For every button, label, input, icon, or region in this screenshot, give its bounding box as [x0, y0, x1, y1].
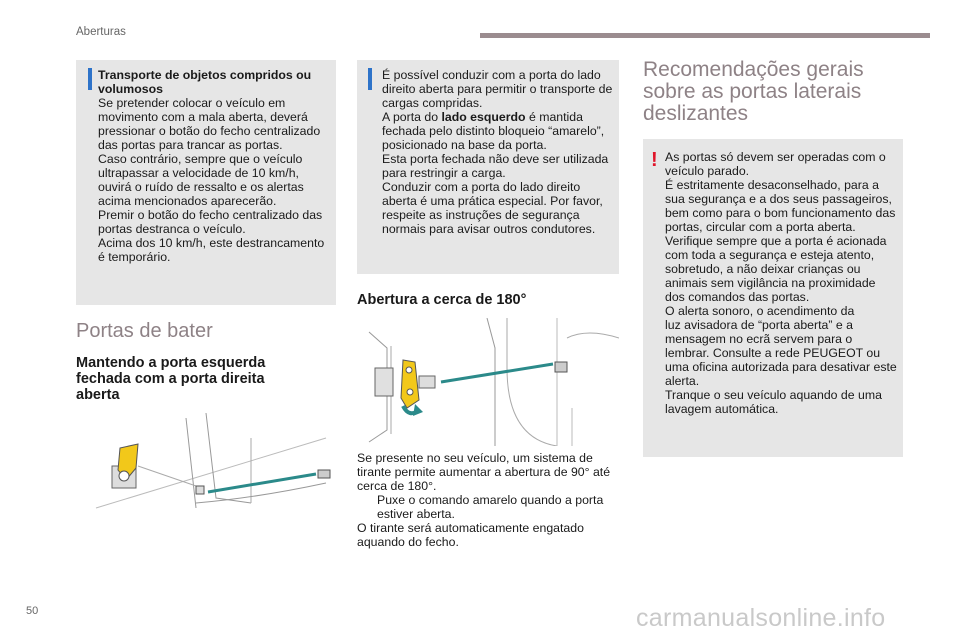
title-line: Recomendações gerais — [643, 58, 864, 81]
subsection-title-180-opening: Abertura a cerca de 180° — [357, 292, 527, 308]
info-line: Esta porta fechada não deve ser utilizada — [382, 152, 609, 166]
body-line: cerca de 180°. — [357, 479, 437, 493]
section-label: Aberturas — [76, 26, 126, 38]
warning-line: É estritamente desaconselhado, para a — [665, 178, 879, 192]
info-line: cargas compridas. — [382, 96, 483, 110]
title-sliding-doors — [643, 59, 913, 125]
text-run: A porta do — [382, 110, 442, 124]
warning-line: sua segurança e a dos seus passageiros, — [665, 192, 892, 206]
info-line: Conduzir com a porta do lado direito — [382, 180, 581, 194]
info-line: acima mencionados aparecerão. — [98, 194, 277, 208]
warning-line: As portas só devem ser operadas com o — [665, 150, 886, 164]
info-line: fechada pelo distinto bloqueio “amarelo”, — [382, 124, 605, 138]
info-line: posicionado na base da porta. — [382, 138, 547, 152]
info-icon — [88, 68, 92, 90]
info-line: Acima dos 10 km/h, este destrancamento — [98, 236, 325, 250]
info-line: Se pretender colocar o veículo em — [98, 96, 286, 110]
info-box-text — [382, 68, 618, 236]
info-box-title: Transporte de objetos compridos ou volumosos — [98, 68, 312, 96]
warning-icon: ! — [651, 149, 658, 171]
info-box-text — [98, 68, 330, 264]
header-bar — [480, 33, 930, 38]
info-line: Caso contrário, sempre que o veículo — [98, 152, 303, 166]
warning-line: veículo parado. — [665, 164, 750, 178]
warning-line: Tranque o seu veículo aquando de uma — [665, 388, 882, 402]
warning-line: alerta. — [665, 374, 700, 388]
bullet-item — [357, 493, 619, 507]
text-emphasis: lado esquerdo — [441, 110, 526, 124]
info-line: normais para avisar outros condutores. — [382, 222, 596, 236]
info-line: portas destranca o veículo. — [98, 222, 246, 236]
body-180-opening — [357, 451, 619, 549]
info-line: ultrapassar a velocidade de 10 km/h, — [98, 166, 299, 180]
info-line: direito aberta para permitir o transporte de — [382, 82, 613, 96]
warning-line: Verifique sempre que a porta é acionada — [665, 234, 887, 248]
body-line: O tirante será automaticamente engatado — [357, 521, 584, 535]
subsection-title-left-door: Mantendo a porta esquerda fechada com a porta direita aberta — [76, 355, 266, 403]
warning-line: com toda a segurança e esteja atento, — [665, 248, 875, 262]
info-line: para restringir a carga. — [382, 166, 506, 180]
section-title-hinged-doors: Portas de bater — [76, 320, 213, 342]
bullet-text: Puxe o comando amarelo quando a porta — [377, 493, 604, 507]
warning-line: bem como para o bom funcionamento das — [665, 206, 896, 220]
title-line: sobre as portas laterais — [643, 80, 862, 103]
warning-line: sobretudo, a não deixar crianças ou — [665, 262, 861, 276]
warning-line: luz avisadora de “porta aberta” e a — [665, 318, 853, 332]
info-line: aberta é uma prática especial. Por favor, — [382, 194, 603, 208]
warning-line: O alerta sonoro, o acendimento da — [665, 304, 855, 318]
watermark: carmanualsonline.info — [636, 604, 886, 632]
body-line: Se presente no seu veículo, um sistema de — [357, 451, 593, 465]
figure-left-door-lock — [76, 408, 336, 523]
info-line: é temporário. — [98, 250, 171, 264]
info-line: É possível conduzir com a porta do lado — [382, 68, 601, 82]
warning-line: animais sem vigilância na proximidade — [665, 276, 876, 290]
info-icon — [368, 68, 372, 90]
warning-line: mensagem no ecrã servem para o — [665, 332, 853, 346]
warning-line: portas, circular com a porta aberta. — [665, 220, 856, 234]
info-line: Premir o botão do fecho centralizado das — [98, 208, 323, 222]
info-line: das portas para trancar as portas. — [98, 138, 283, 152]
figure-180-opening — [357, 318, 619, 446]
info-line — [382, 110, 618, 124]
warning-line: uma oficina autorizada para desativar este — [665, 360, 897, 374]
body-line: tirante permite aumentar a abertura de 90° até — [357, 465, 611, 479]
title-line: deslizantes — [643, 102, 749, 125]
info-line: movimento com a mala aberta, deverá — [98, 110, 308, 124]
bullet-continuation: estiver aberta. — [377, 507, 455, 521]
warning-line: dos comandos das portas. — [665, 290, 810, 304]
info-line: respeite as instruções de segurança — [382, 208, 580, 222]
warning-text — [665, 150, 901, 416]
info-line: pressionar o botão do fecho centralizado — [98, 124, 321, 138]
body-line: aquando do fecho. — [357, 535, 459, 549]
text-run: é mantida — [525, 110, 583, 124]
warning-line: lavagem automática. — [665, 402, 779, 416]
page-number: 50 — [26, 605, 39, 617]
info-line: ouvirá o ruído de ressalto e os alertas — [98, 180, 304, 194]
warning-line: lembrar. Consulte a rede PEUGEOT ou — [665, 346, 881, 360]
